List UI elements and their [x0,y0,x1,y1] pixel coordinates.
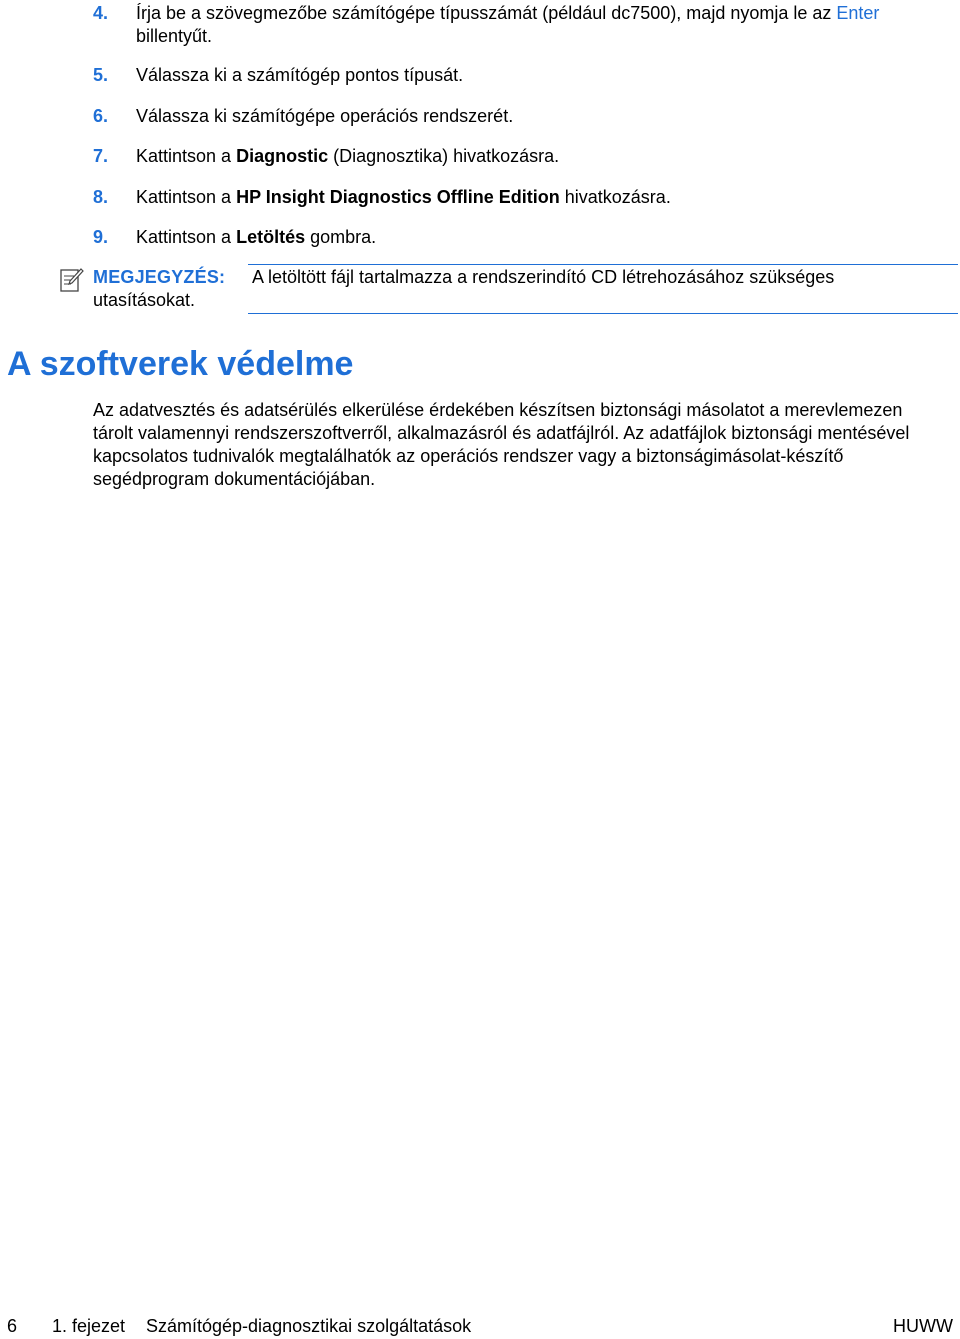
step-text: Kattintson a HP Insight Diagnostics Offline Edition hivatkozásra. [136,187,671,207]
paragraph-line: Az adatvesztés és adatsérülés elkerülése érdekében készítsen biztonsági másolatot a merevlemezen [93,400,903,420]
step-text: Válassza ki a számítógép pontos típusát. [136,65,464,85]
diagnostic-link-text: Diagnostic [236,146,329,166]
note-top-rule [248,264,958,265]
step-text: Kattintson a Letöltés gombra. [136,227,377,247]
step-number: 5. [93,65,109,85]
step-number: 9. [93,227,109,247]
section-paragraph [93,399,959,491]
download-button-text: Letöltés [236,227,306,247]
note-bottom-rule [248,313,958,314]
paragraph-line: segédprogram dokumentációjában. [93,469,376,489]
step-text: Írja be a szövegmezőbe számítógépe típusszámát (például dc7500), majd nyomja le az Enter billentyűt. [136,3,880,46]
step-number: 7. [93,146,109,166]
enter-key-text: Enter [836,3,880,23]
step-number: 6. [93,106,109,126]
chapter-label: 1. fejezet [52,1316,126,1336]
paragraph-line: tárolt valamennyi rendszerszoftverről, alkalmazásról és adatfájlról. Az adatfájlok biztonsági mentésével [93,423,910,443]
note-pad-icon [60,267,84,293]
page-number: 6 [7,1316,18,1336]
note-box [0,264,960,314]
chapter-title: Számítógép-diagnosztikai szolgáltatások [146,1316,472,1336]
step-number: 8. [93,187,109,207]
brand-label: HUWW [893,1316,953,1336]
note-text-continued: utasításokat. [93,290,196,310]
step-text: Kattintson a Diagnostic (Diagnosztika) hivatkozásra. [136,146,560,166]
step-number: 4. [93,3,109,23]
note-text: A letöltött fájl tartalmazza a rendszerindító CD létrehozásához szükséges [252,267,835,287]
step-text: Válassza ki számítógépe operációs rendszerét. [136,106,514,126]
section-title: A szoftverek védelme [7,345,354,383]
note-label: MEGJEGYZÉS: [93,267,226,287]
offline-edition-link-text: HP Insight Diagnostics Offline Edition [236,187,560,207]
paragraph-line: kapcsolatos tudnivalók megtalálhatók az operációs rendszer vagy a biztonságimásolat-készítő [93,446,844,466]
